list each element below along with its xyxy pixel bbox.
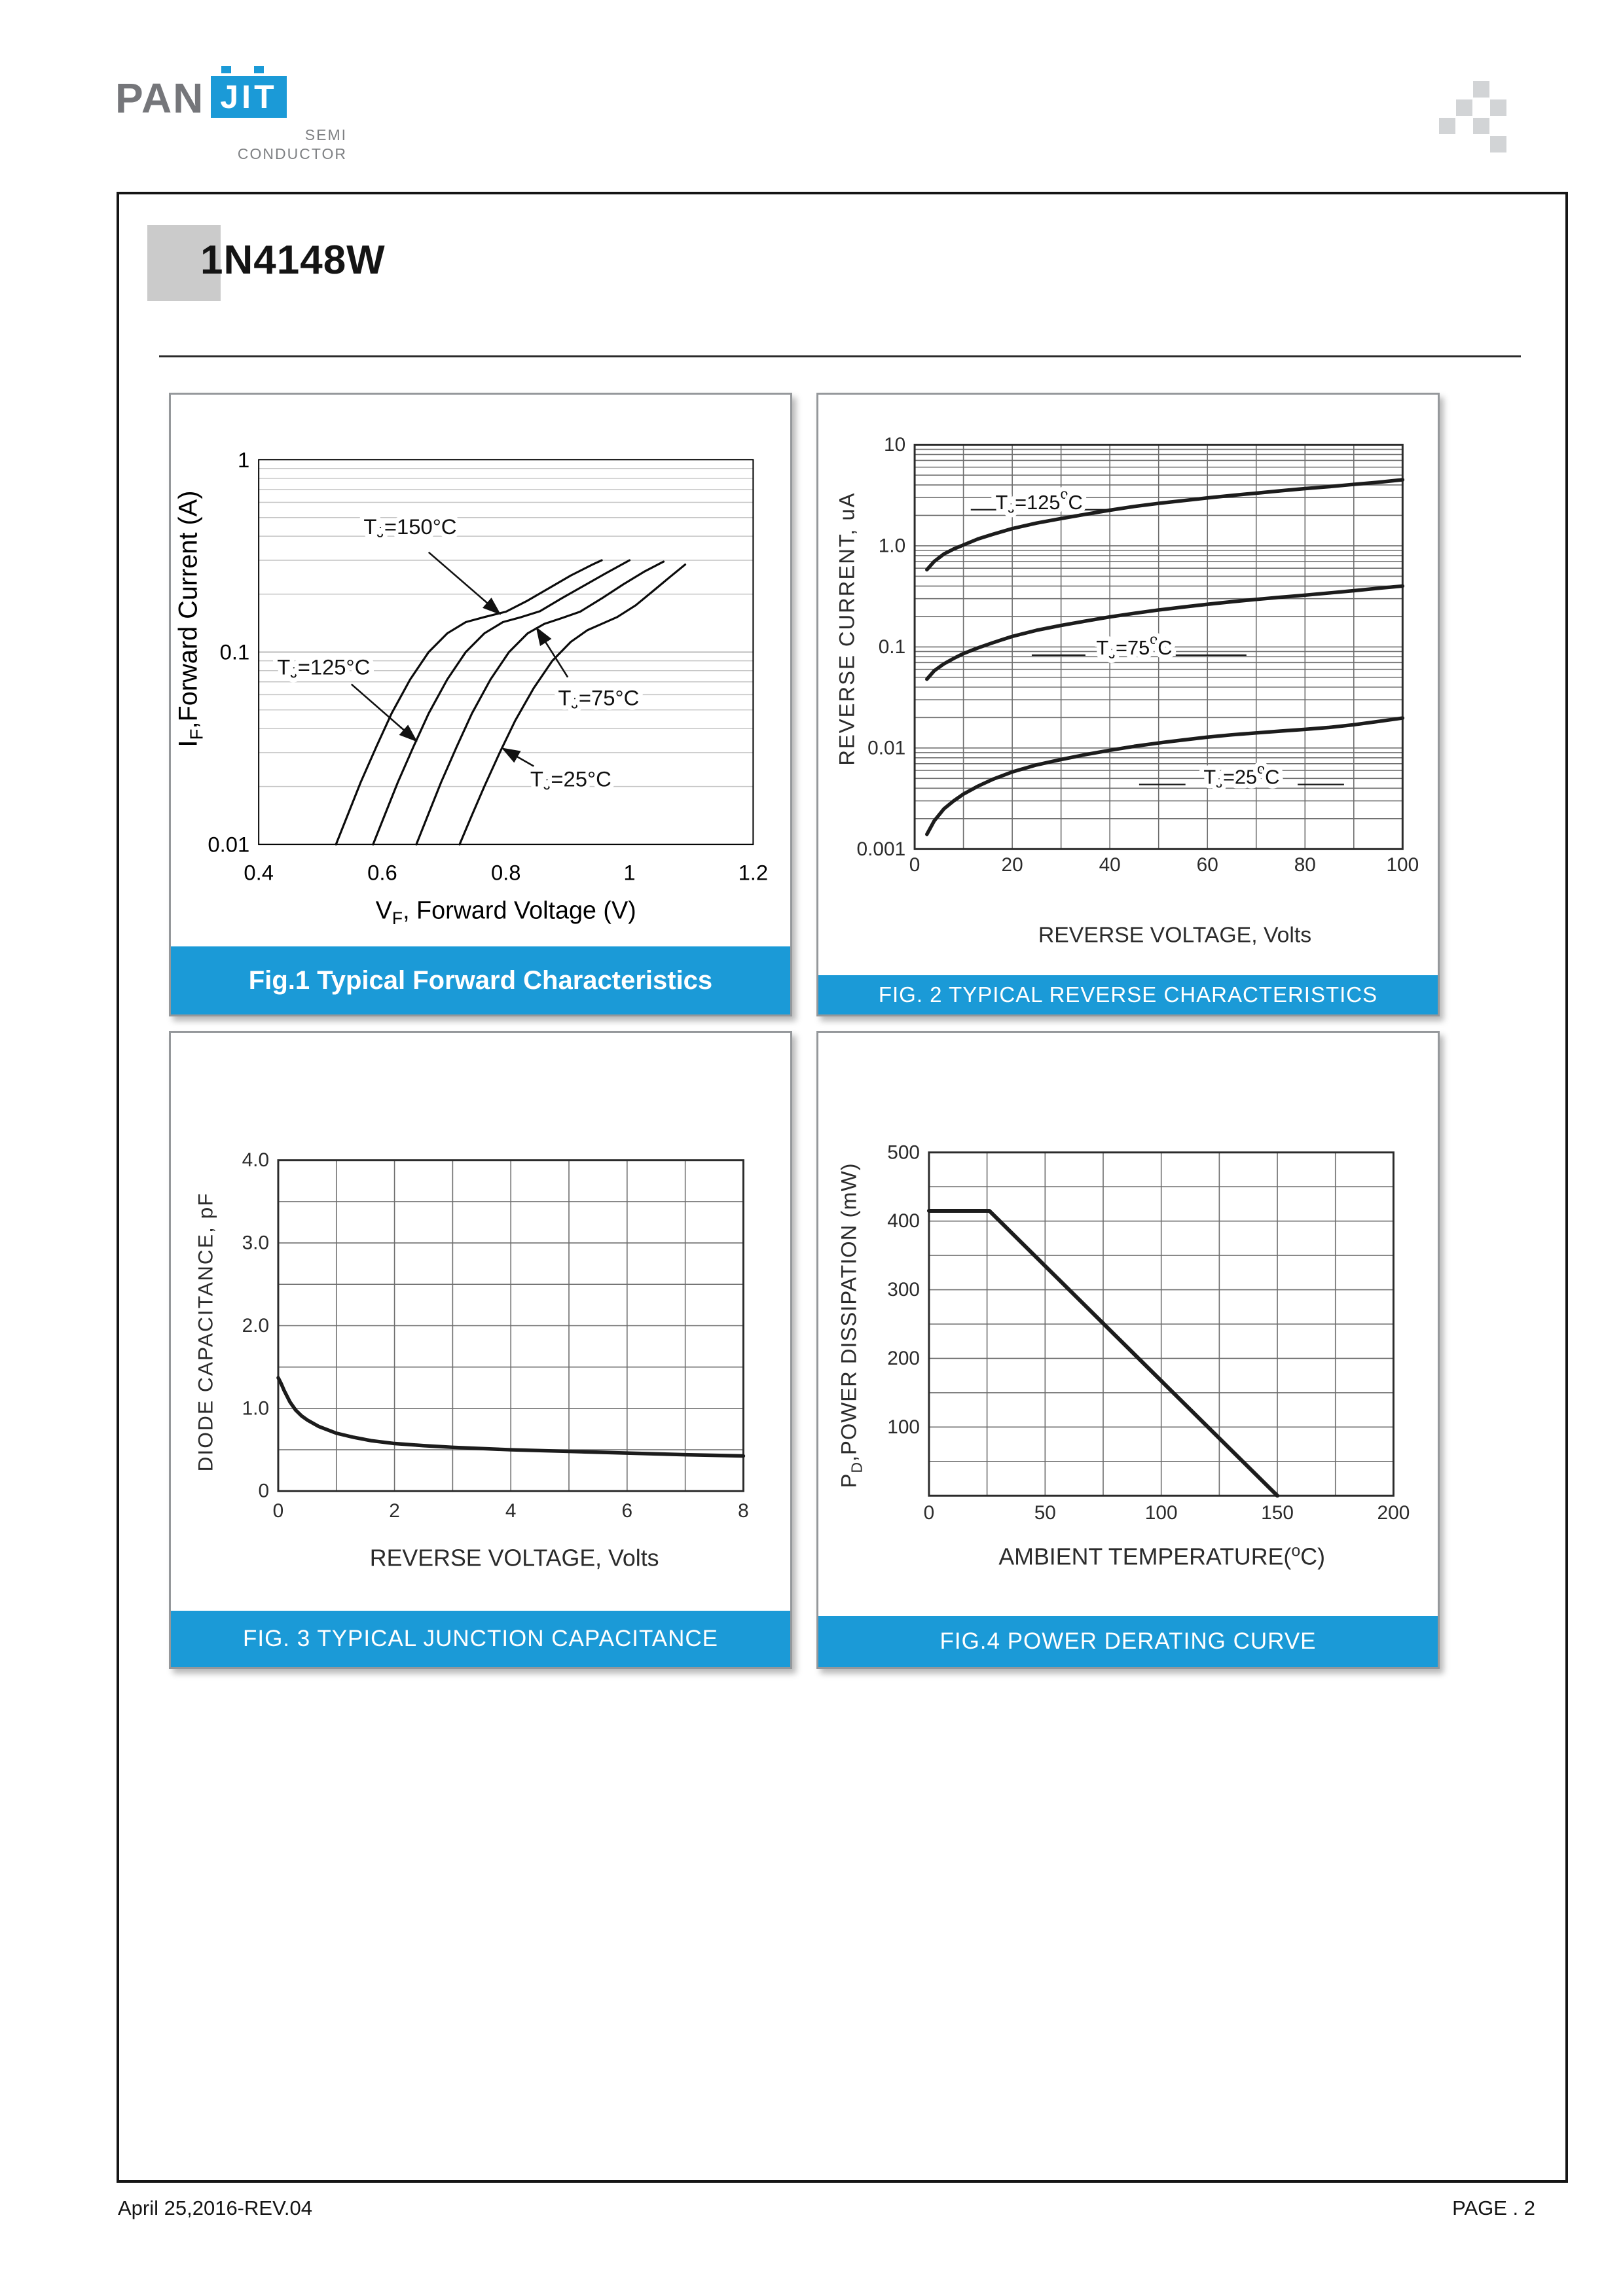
- svg-text:DIODE CAPACITANCE, pF: DIODE CAPACITANCE, pF: [193, 1192, 217, 1472]
- svg-text:TJ=125oC: $T_J=125^oC$: [995, 485, 1083, 516]
- svg-text:0.01: 0.01: [867, 737, 906, 759]
- svg-text:2.0: 2.0: [242, 1314, 270, 1336]
- svg-text:0.001: 0.001: [856, 838, 906, 860]
- svg-text:TJ=125°C: $T_J=125^\circ C$: [277, 654, 371, 681]
- svg-text:4.0: 4.0: [242, 1149, 270, 1172]
- svg-text:4: 4: [505, 1499, 517, 1522]
- logo-semi-text: SEMI: [304, 126, 347, 143]
- logo-pan-text: PAN: [115, 75, 205, 122]
- svg-text:100: 100: [1144, 1502, 1178, 1524]
- fig3-junction-capacitance-chart: [171, 1033, 790, 1611]
- svg-text:1: 1: [237, 447, 250, 472]
- fig1-panel: [169, 393, 792, 1016]
- svg-text:0.6: 0.6: [367, 860, 397, 885]
- logo-jit-box: [211, 76, 286, 118]
- svg-text:50: 50: [1034, 1502, 1056, 1524]
- svg-text:200: 200: [887, 1347, 921, 1369]
- fig4-panel: [816, 1031, 1440, 1669]
- deco-dot: [1439, 118, 1455, 134]
- svg-text:TJ=75oC: $T_J=75^oC$: [1096, 630, 1173, 662]
- svg-text:TJ=150°C: $T_J=150^\circ C$: [363, 514, 457, 541]
- deco-dot: [1473, 118, 1489, 134]
- deco-dot: [1490, 136, 1506, 152]
- fig3-caption: FIG. 3 TYPICAL JUNCTION CAPACITANCE: [171, 1611, 790, 1667]
- logo-dot-icon: [254, 66, 264, 73]
- svg-text:80: 80: [1294, 854, 1316, 876]
- svg-text:0.8: 0.8: [490, 860, 521, 885]
- logo: [115, 75, 287, 122]
- svg-text:REVERSE VOLTAGE, Volts: REVERSE VOLTAGE, Volts: [369, 1545, 659, 1571]
- deco-dot: [1473, 81, 1489, 98]
- svg-text:REVERSE VOLTAGE, Volts: REVERSE VOLTAGE, Volts: [1038, 922, 1312, 948]
- fig4-caption: FIG.4 POWER DERATING CURVE: [818, 1616, 1438, 1667]
- svg-text:0: 0: [258, 1480, 270, 1502]
- logo-jit-text: JIT: [220, 79, 278, 115]
- svg-text:0: 0: [272, 1499, 284, 1522]
- footer-page-number: PAGE . 2: [1452, 2197, 1535, 2219]
- svg-text:0: 0: [909, 854, 921, 876]
- fig2-reverse-characteristics-chart: [818, 395, 1438, 975]
- svg-text:100: 100: [887, 1416, 921, 1438]
- svg-text:0: 0: [923, 1502, 935, 1524]
- svg-text:10: 10: [883, 433, 906, 456]
- svg-text:500: 500: [887, 1141, 921, 1164]
- svg-text:1.0: 1.0: [878, 535, 906, 557]
- svg-text:0.1: 0.1: [219, 639, 250, 664]
- svg-text:100: 100: [1386, 854, 1419, 876]
- fig2-panel: [816, 393, 1440, 1016]
- svg-text:150: 150: [1261, 1502, 1294, 1524]
- svg-text:AMBIENT TEMPERATURE(oC): AMBIENT TEMPERATURE($^o$C): [998, 1541, 1326, 1570]
- svg-text:3.0: 3.0: [242, 1232, 270, 1254]
- svg-text:6: 6: [621, 1499, 633, 1522]
- svg-text:PD,POWER DISSIPATION (mW): $P_D,POWER$ DISSIPATION (mW): [836, 1162, 866, 1488]
- deco-dot: [1490, 99, 1506, 116]
- fig1-caption: Fig.1 Typical Forward Characteristics: [171, 946, 790, 1014]
- svg-text:2: 2: [389, 1499, 400, 1522]
- svg-text:1.2: 1.2: [738, 860, 769, 885]
- svg-text:8: 8: [738, 1499, 749, 1522]
- svg-text:400: 400: [887, 1210, 921, 1232]
- svg-text:300: 300: [887, 1279, 921, 1301]
- svg-text:1: 1: [623, 860, 636, 885]
- title-rule: [159, 355, 1521, 357]
- footer-revision: April 25,2016-REV.04: [118, 2197, 312, 2219]
- svg-text:60: 60: [1196, 854, 1218, 876]
- svg-text:REVERSE CURRENT, uA: REVERSE CURRENT, uA: [834, 492, 859, 766]
- svg-text:20: 20: [1001, 854, 1023, 876]
- logo-subtitle: [195, 126, 347, 164]
- svg-text:0.1: 0.1: [878, 636, 906, 658]
- deco-dot: [1456, 99, 1472, 116]
- svg-text:IF,Forward Current (A): $I_F,Forward$ Current (A): [173, 490, 207, 747]
- svg-text:VF, Forward Voltage (V): $V_F$, Forward Voltage (V): [375, 896, 636, 929]
- svg-text:TJ=75°C: $T_J=75^\circ C$: [558, 685, 640, 712]
- svg-text:TJ=25°C: $T_J=25^\circ C$: [530, 766, 611, 793]
- part-number-title: 1N4148W: [200, 238, 386, 283]
- svg-text:TJ=25oC: $T_J=25^oC$: [1203, 760, 1280, 791]
- fig3-panel: [169, 1031, 792, 1669]
- svg-text:0.4: 0.4: [244, 860, 274, 885]
- svg-text:200: 200: [1377, 1502, 1410, 1524]
- fig2-caption: FIG. 2 TYPICAL REVERSE CHARACTERISTICS: [818, 975, 1438, 1014]
- svg-text:40: 40: [1099, 854, 1121, 876]
- logo-conductor-text: CONDUCTOR: [237, 145, 347, 162]
- svg-text:0.01: 0.01: [208, 832, 250, 857]
- fig1-forward-characteristics-chart: [171, 395, 790, 946]
- fig4-power-derating-chart: [818, 1033, 1438, 1616]
- svg-text:1.0: 1.0: [242, 1397, 270, 1420]
- logo-dot-icon: [221, 66, 231, 73]
